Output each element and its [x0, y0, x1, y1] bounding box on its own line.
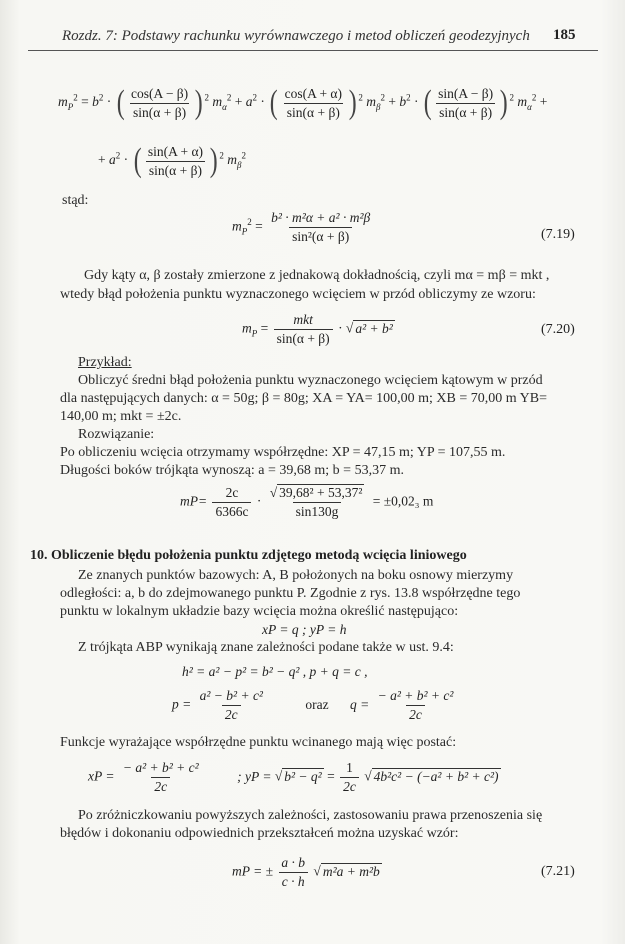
paragraph-line: Ze znanych punktów bazowych: A, B położonych na boku osnowy mierzymy [78, 568, 514, 583]
fraction-denominator: sin(α + β) [436, 103, 495, 121]
fraction-numerator: 1 [346, 760, 353, 775]
fraction-numerator: a · b [281, 855, 306, 870]
sqrt-radicand: m²a + m²b [322, 863, 380, 879]
equation-7-21: mP = ± $\frac{a \cdot b}{c \cdot h}$ √ m²a + m²b [232, 855, 380, 889]
paragraph-line: Z trójkąta ABP wynikają znane zależności podane także w ust. 9.4: [78, 640, 454, 655]
fraction-numerator: sin(A − β) [438, 85, 494, 101]
equation-number-7-21: (7.21) [541, 864, 575, 879]
paragraph-line: Po obliczeniu wcięcia otrzymamy współrzędne: XP = 47,15 m; YP = 107,55 m. [60, 445, 506, 460]
fraction-denominator: sin(α + β) [284, 103, 343, 121]
paragraph-line: 140,00 m; mkt = ±2c. [60, 409, 182, 424]
yp-lhs: ; yP = [237, 768, 272, 784]
eq-lhs: mP = ± [232, 863, 274, 879]
fraction-denominator: 6366c [212, 502, 251, 520]
fraction-denominator: sin(α + β) [274, 329, 333, 347]
equation-h: h² = a² − p² = b² − q² , p + q = c , [182, 664, 368, 679]
paragraph-line: Obliczyć średni błąd położenia punktu wyznaczonego wcięciem kątowym w przód [78, 373, 543, 388]
example-calculation: mP= $\frac{2c}{6366c}$ · $\frac{\text{√ 39,68² + 53,37²}}{\sin 130g}$ = ±0,02₃ m [180, 485, 434, 519]
fraction-numerator: sin(A + α) [147, 143, 204, 159]
sqrt-radicand: 39,68² + 53,37² [279, 485, 363, 500]
paragraph-line: Po zróżniczkowaniu powyższych zależności, zastosowaniu prawa przenoszenia się [78, 808, 543, 823]
calc-lhs: mP= [180, 493, 208, 509]
calc-result: = ±0,02₃ m [372, 493, 434, 509]
equation-xy: xP = q ; yP = h [262, 622, 347, 637]
example-title [78, 355, 132, 371]
equation-xp-yp: xP = $\frac{\text{− a² + b² + c²}}{2c}$ ; yP = √ b² − q² = $\frac{1}{2c}$ √ 4b²c² − (−a² + b² + c²) [88, 760, 499, 794]
eq-lhs-symbol: m [58, 94, 68, 110]
equation-mp-expansion-line1: $m_P^2 = b^2$ · ( $\frac{\cos(A - \beta)}{\sin(\alpha + \beta)}$ ) $^2$ $m_\alpha^2 + a^2$ · ( $\frac{\cos(A + \alpha)}{\sin(\alpha + \beta)}$ ) $^2$ $m_\beta^2 + b^2$ · ( $\frac{\sin(A - \beta)}{\sin(\alpha + \beta)}$ ) $^2$ $m_\alpha^2$ + [58, 84, 548, 121]
paragraph-line: Funkcje wyrażające współrzędne punktu wcinanego mają więc postać: [60, 735, 457, 750]
fraction-numerator: mkt [293, 312, 313, 327]
header-rule [28, 50, 598, 51]
fraction-denominator: sin(α + β) [130, 103, 189, 121]
fraction-numerator: 2c [225, 485, 239, 500]
q-lhs: q = [349, 696, 370, 712]
equation-number-7-19: (7.19) [541, 227, 575, 242]
paragraph-line: odległości: a, b do zdejmowanego punktu P. Zgodnie z rys. 13.8 współrzędne tego [60, 586, 521, 601]
equation-mp-expansion-line2: + $a^2$ · ( $\frac{\sin(A + \alpha)}{\sin(\alpha + \beta)}$ ) $^2$ $m_\beta^2$ [98, 142, 246, 179]
fraction-denominator: sin²(α + β) [289, 227, 352, 245]
eq-lhs-symbol: m [232, 218, 242, 234]
paragraph-line: dla następujących danych: α = 50g; β = 80g; XA = YA= 100,00 m; XB = 70,00 m YB= [60, 391, 547, 406]
equation-7-19: $m_P^2$ = $\frac{\text{b² · m²α + a² · m²β}}{\text{sin²(α + β)}}$ [232, 210, 375, 245]
fraction-numerator: b² · m²α + a² · m²β [271, 210, 371, 225]
fraction-numerator: − a² + b² + c² [122, 760, 199, 775]
sqrt-radicand: b² − q² [284, 768, 322, 784]
fraction-denominator: 2c [406, 705, 425, 723]
sqrt-radicand: 4b²c² − (−a² + b² + c²) [373, 768, 499, 784]
fraction-denominator: sin(α + β) [146, 161, 205, 179]
fraction-numerator: cos(A + α) [284, 85, 343, 101]
running-header: Rozdz. 7: Podstawy rachunku wyrównawczego i metod obliczeń geodezyjnych [62, 28, 530, 44]
example-title-text: Przykład: [78, 355, 132, 370]
paragraph-line: punktu w lokalnym układzie bazy wcięcia można określić następująco: [60, 604, 459, 619]
eq-lhs-symbol: m [242, 320, 252, 336]
paragraph-line: błędów i dokonaniu odpowiednich przekształceń można uzyskać wzór: [60, 826, 459, 841]
page-number: 185 [553, 27, 576, 43]
fraction-denominator: c · h [279, 872, 308, 890]
fraction-numerator: cos(A − β) [130, 85, 189, 101]
fraction-denominator: 2c [340, 777, 359, 795]
fraction-numerator: − a² + b² + c² [377, 688, 454, 703]
stad-label: stąd: [62, 193, 89, 208]
fraction-numerator: a² − b² + c² [199, 688, 263, 703]
sqrt-radicand: a² + b² [355, 320, 393, 336]
fraction-denominator: 2c [151, 777, 170, 795]
solution-title: Rozwiązanie: [78, 427, 155, 442]
equals-sign: = [327, 768, 335, 784]
fraction-denominator: sin130g [293, 502, 342, 520]
equation-7-20: $m_P$ = $\frac{\text{mkt}}{\sin(\alpha + \beta)}$ · √ a² + b² [242, 312, 393, 346]
equation-p [172, 688, 458, 723]
section-heading: 10. Obliczenie błędu położenia punktu zdjętego metodą wcięcia liniowego [30, 548, 467, 563]
paragraph-line: wtedy błąd położenia punktu wyznaczonego wcięciem w przód obliczymy ze wzoru: [60, 287, 536, 302]
fraction-denominator: 2c [222, 705, 241, 723]
equation-number-7-20: (7.20) [541, 322, 575, 337]
xp-lhs: xP = [88, 768, 115, 784]
oraz-word: oraz [305, 696, 329, 712]
p-lhs: p = [172, 696, 192, 712]
paragraph-line: Gdy kąty α, β zostały zmierzone z jednakową dokładnością, czyli mα = mβ = mkt , [84, 268, 550, 283]
paragraph-line: Długości boków trójkąta wynoszą: a = 39,68 m; b = 53,37 m. [60, 463, 404, 478]
